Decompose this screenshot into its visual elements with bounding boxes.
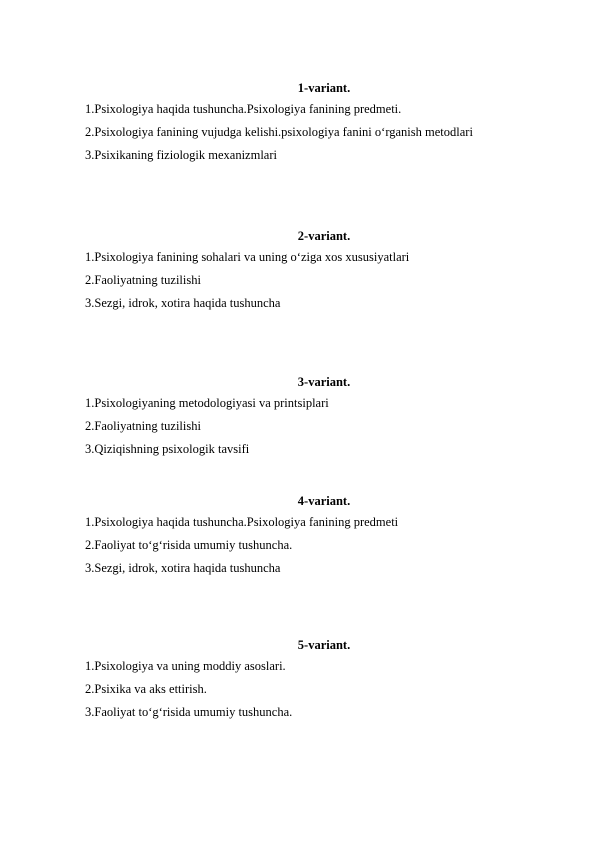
question-item: 3.Psixikaning fiziologik mexanizmlari [85,148,277,162]
question-item: 3.Qiziqishning psixologik tavsifi [85,442,250,456]
variant-1 [0,80,596,170]
variant-2 [0,228,596,318]
variant-title-text: 3-variant. [297,375,351,389]
variant-title-text: 2-variant. [297,229,351,243]
variant-title [34,637,596,653]
question-item: 2.Faoliyat to‘g‘risida umumiy tushuncha. [85,538,293,552]
variant-4 [0,493,596,583]
question-item: 3.Sezgi, idrok, xotira haqida tushuncha [85,296,281,310]
variant-3 [0,374,596,464]
variant-5 [0,637,596,727]
variant-title-text: 4-variant. [297,494,351,508]
variant-title [34,374,596,390]
variant-title [34,228,596,244]
question-item: 1.Psixologiyaning metodologiyasi va printsiplari [85,396,329,410]
question-item: 2.Psixologiya fanining vujudga kelishi.psixologiya fanini o‘rganish metodlari [85,125,473,139]
question-item: 2.Faoliyatning tuzilishi [85,273,201,287]
variant-title [34,493,596,509]
question-item: 1.Psixologiya haqida tushuncha.Psixologiya fanining predmeti. [85,102,402,116]
question-item: 3.Sezgi, idrok, xotira haqida tushuncha [85,561,281,575]
question-item: 1.Psixologiya fanining sohalari va uning o‘ziga xos xususiyatlari [85,250,410,264]
question-item: 2.Psixika va aks ettirish. [85,682,207,696]
variant-title-text: 1-variant. [297,81,351,95]
question-item: 1.Psixologiya haqida tushuncha.Psixologiya fanining predmeti [85,515,399,529]
question-item: 3.Faoliyat to‘g‘risida umumiy tushuncha. [85,705,293,719]
question-item: 2.Faoliyatning tuzilishi [85,419,201,433]
question-item: 1.Psixologiya va uning moddiy asoslari. [85,659,286,673]
variant-title [34,80,596,96]
variant-title-text: 5-variant. [297,638,351,652]
